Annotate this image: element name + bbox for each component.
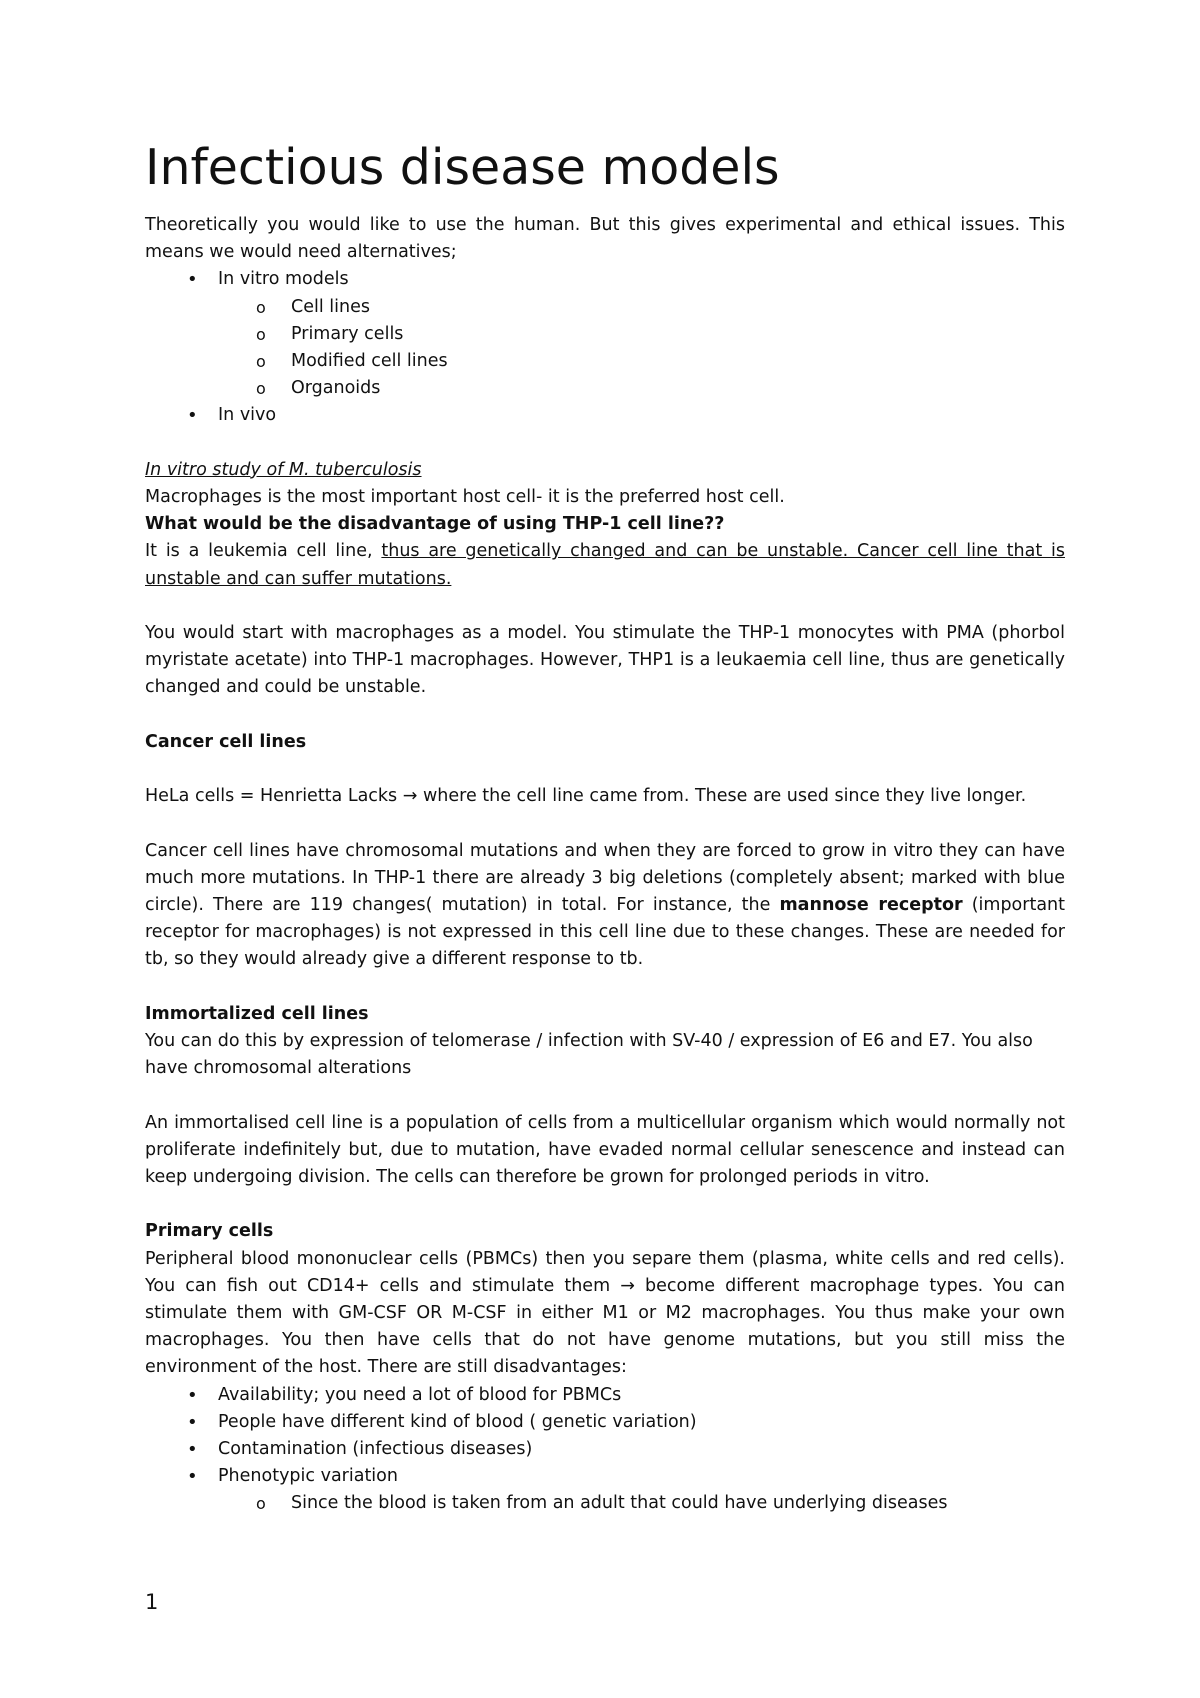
sub-list-item: o Primary cells [145,321,1065,348]
models-list [145,266,1065,429]
sub-list-item: o Organoids [145,375,1065,402]
tb-question: What would be the disadvantage of using THP-1 cell line?? [145,514,725,535]
immortal-line: You can do this by expression of telomerase / infection with SV-40 / expression of E6 and E7. You also have chromosomal alterations [145,1031,1033,1079]
page-content [145,138,1065,1518]
mannose-receptor-term: mannose receptor [779,895,963,915]
tb-paragraph: You would start with macrophages as a model. You stimulate the THP-1 monocytes with PMA (phorbol myristate acetate) into THP-1 macrophages. However, THP1 is a leukaemia cell line, thus are genetically changed and could be unstable. [145,623,1065,698]
list-item: • Availability; you need a lot of blood for PBMCs [145,1382,1065,1409]
list-item: • In vitro models [145,266,1065,293]
cancer-text-b: (important receptor for macrophages) is not expressed in this cell line due to these changes. These are needed for tb, so they would already give a different response to tb. [145,895,1065,970]
tb-heading: In vitro study of M. tuberculosis [145,459,422,480]
immortal-paragraph: An immortalised cell line is a population of cells from a multicellular organism which would normally not proliferate indefinitely but, due to mutation, have evaded normal cellular senescence and instead can keep undergoing division. The cells can therefore be grown for prolonged periods in vitro. [145,1112,1065,1187]
primary-heading: Primary cells [145,1221,274,1242]
page-title: Infectious disease models [145,139,780,196]
hela-line: HeLa cells = Henrietta Lacks → where the cell line came from. These are used since they live longer. [145,786,1027,807]
list-item: • People have different kind of blood ( genetic variation) [145,1409,1065,1436]
tb-answer-start: It is a leukemia cell line, [145,541,382,562]
list-item: • In vivo [145,402,1065,429]
tb-line: Macrophages is the most important host cell- it is the preferred host cell. [145,487,785,508]
disadvantages-list [145,1382,1065,1518]
tb-answer-underlined: thus are genetically changed and can be unstable. Cancer cell line that is unstable and can suffer mutations. [145,541,1065,589]
list-item: • Phenotypic variation [145,1463,1065,1490]
cancer-heading: Cancer cell lines [145,731,307,752]
page-number: 1 [145,1590,159,1614]
immortal-heading: Immortalized cell lines [145,1003,369,1024]
sub-list-item: o Since the blood is taken from an adult that could have underlying diseases [145,1490,1065,1517]
primary-paragraph: Peripheral blood mononuclear cells (PBMCs) then you separe them (plasma, white cells and red cells). You can fish out CD14+ cells and stimulate them → become different macrophage types. You can stimulate them with GM-CSF OR M-CSF in either M1 or M2 macrophages. You thus make your own macrophages. You then have cells that do not have genome mutations, but you still miss the environment of the host. There are still disadvantages: [145,1248,1065,1378]
intro-paragraph: Theoretically you would like to use the human. But this gives experimental and ethical issues. This means we would need alternatives; [145,215,1065,263]
cancer-text-a: Cancer cell lines have chromosomal mutations and when they are forced to grow in vitro they can have much more mutations. In THP-1 there are already 3 big deletions (completely absent; marked with blue circle). There are 119 changes( mutation) in total. For instance, the [145,840,1065,915]
sub-list-item: o Cell lines [145,294,1065,321]
cancer-paragraph [145,838,1065,974]
list-item: • Contamination (infectious diseases) [145,1436,1065,1463]
tb-answer [145,538,1065,592]
sub-list-item: o Modified cell lines [145,348,1065,375]
